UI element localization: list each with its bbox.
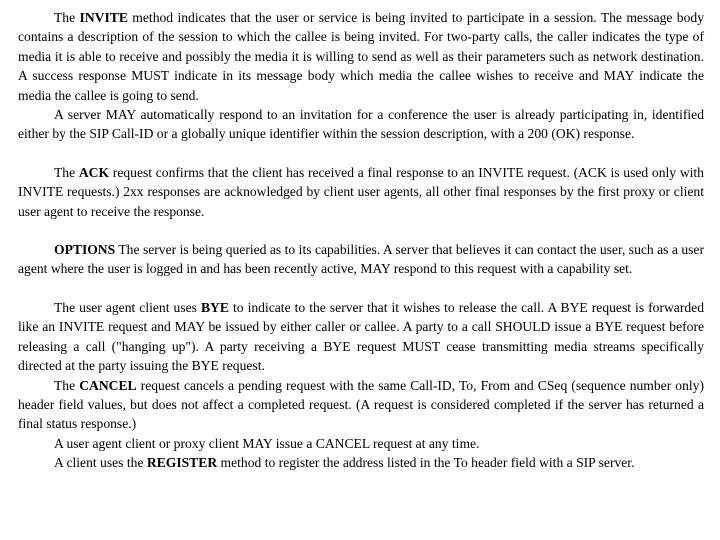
invite-pre: The (54, 10, 80, 25)
options-text: The server is being queried as to its capabilities. A server that believes it can contact the user, such as a user agent where the user is logged in and has been recently active, MAY respond to this request with a capability set. (18, 242, 704, 277)
ack-paragraph (18, 163, 704, 221)
cancel-paragraph (18, 376, 704, 434)
document-page (18, 8, 704, 473)
cancel-keyword: CANCEL (79, 377, 137, 393)
ack-text: request confirms that the client has received a final response to an INVITE request. (ACK is used only with INVITE requests.) 2xx responses are acknowledged by client user agents, all other final responses by the first proxy or client user agent to receive the response. (18, 164, 704, 219)
bye-pre: The user agent client uses (54, 299, 201, 315)
register-pre: A client uses the (54, 455, 147, 471)
invite-text: method indicates that the user or service is being invited to participate in a session. The message body contains a description of the session to which the callee is being invited. For two-party calls, the caller indicates the type of media it is able to receive and possibly the media it is willing to send as well as their parameters such as network destination. A success response MUST indicate in its message body which media the callee wishes to receive and MAY indicate the media the callee is going to send. (18, 10, 704, 103)
register-text: method to register the address listed in the To header field with a SIP server. (217, 455, 635, 471)
bye-text: to indicate to the server that it wishes to release the call. A BYE request is forwarded like an INVITE request and MAY be issued by either caller or callee. A party to a call SHOULD issue a BYE request before releasing a call ("hanging up"). A party receiving a BYE request MUST cease transmitting media streams specifically directed at the party issuing the BYE request. (18, 299, 704, 374)
options-paragraph (18, 240, 704, 279)
invite-paragraph (18, 8, 704, 105)
cancel-pre: The (54, 377, 80, 393)
register-paragraph (18, 453, 704, 472)
ack-keyword: ACK (78, 164, 110, 180)
ack-pre: The (54, 164, 79, 180)
invite-keyword: INVITE (79, 10, 128, 25)
register-keyword: REGISTER (146, 455, 218, 471)
bye-paragraph (18, 298, 704, 376)
options-keyword: OPTIONS (54, 242, 116, 258)
server-may-paragraph: A server MAY automatically respond to an invitation for a conference the user is already participating in, identified either by the SIP Call-ID or a globally unique identifier within the session description, with a 200 (OK) response. (18, 107, 704, 142)
bye-keyword: BYE (200, 299, 229, 315)
cancel-text: request cancels a pending request with the same Call-ID, To, From and CSeq (sequence number only) header field values, but does not affect a completed request. (A request is considered completed if the server has returned a final status response.) (18, 377, 704, 432)
cancel-any-time-paragraph: A user agent client or proxy client MAY issue a CANCEL request at any time. (54, 435, 480, 451)
